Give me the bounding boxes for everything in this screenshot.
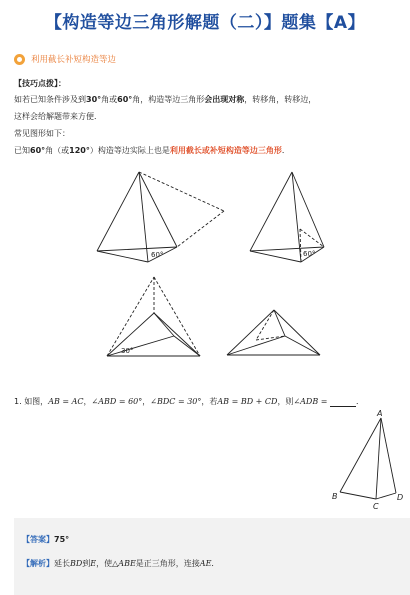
math-span: AB = BD + CD [217, 397, 278, 406]
section-label: 利用截长补短构造等边 [31, 55, 117, 65]
text-span: 30° [86, 95, 102, 104]
vertex-label-a: A [377, 409, 383, 418]
angle-label-60-fig1: 60° [151, 251, 164, 259]
page-title: 【构造等边三角形解题（二）】题集【A】 [44, 13, 366, 33]
section-header [14, 53, 116, 65]
math-span: BD [70, 559, 83, 568]
answer-value: 75° [54, 535, 70, 544]
text-span: ． [356, 397, 365, 406]
text-span: 会出现对称 [204, 95, 245, 104]
text-span: ，转移角，转移边， [244, 95, 317, 104]
text-span: 角或 [101, 95, 118, 104]
angle-label-60-fig2: 60° [303, 250, 316, 258]
math-span: AB = AC [48, 397, 84, 406]
analysis-line [22, 558, 219, 569]
text-span: 60° [117, 95, 133, 104]
text-span: 利用截长或补短构造等边三角形 [169, 146, 282, 155]
tips-line-3: 常见图形如下： [14, 129, 70, 138]
figure-3 [107, 277, 200, 356]
lightbulb-icon [14, 54, 25, 65]
text-span: 是正三角形，连接 [135, 559, 200, 568]
math-span: E [90, 559, 97, 568]
text-span: 如若已知条件涉及到 [14, 95, 86, 104]
vertex-label-d: D [397, 493, 404, 502]
question-diagram [328, 408, 410, 513]
figure-4 [227, 310, 320, 355]
text-span: 已知 [14, 146, 30, 155]
analysis-label: 【解析】 [22, 559, 54, 568]
text-span: ）构造等边实际上也是 [89, 146, 170, 155]
text-span: ． [281, 146, 290, 155]
figures-diagram [0, 165, 410, 375]
math-span: △ABE [112, 559, 136, 568]
text-span: 如图， [24, 397, 49, 406]
tips-line-4 [14, 145, 290, 157]
answer-blank [330, 397, 356, 407]
tips-line-1 [14, 94, 316, 106]
angle-label-30-fig3: 30° [121, 347, 134, 355]
text-span: 120° [69, 146, 90, 155]
figure-1 [97, 172, 224, 262]
text-span: 60° [30, 146, 46, 155]
vertex-label-c: C [373, 502, 379, 511]
text-span: ，使 [96, 559, 113, 568]
question-number: 1. [14, 397, 22, 406]
question-1 [14, 396, 364, 407]
text-span: 延长 [54, 559, 70, 568]
figure-2 [250, 172, 324, 262]
text-span: ，则 [277, 397, 294, 406]
text-span: ， [142, 397, 151, 406]
answer-line [22, 534, 69, 545]
answer-box [14, 518, 410, 595]
vertex-label-b: B [332, 492, 338, 501]
tips-heading: 【技巧点拨】： [14, 79, 66, 88]
text-span: ， [83, 397, 92, 406]
text-span: ，若 [201, 397, 218, 406]
math-span: ∠ABD = 60° [91, 397, 143, 406]
math-span: AE [199, 559, 212, 568]
text-span: 到 [82, 559, 91, 568]
text-span: 角，构造等边三角形 [132, 95, 205, 104]
math-span: ∠ADB = [293, 397, 328, 406]
math-span: ∠BDC = 30° [150, 397, 202, 406]
text-span: ． [211, 559, 220, 568]
tips-line-2: 这样会给解题带来方便． [14, 112, 102, 121]
answer-label: 【答案】 [22, 535, 54, 544]
text-span: 角（或 [45, 146, 70, 155]
